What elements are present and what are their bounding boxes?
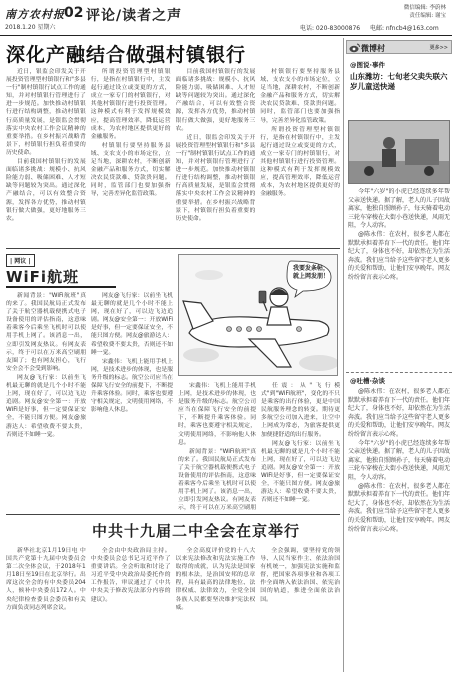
section-divider bbox=[6, 248, 340, 249]
article-paragraph: 所谓投资管理型村镇银行，是指在村镇银行中，主发起行通过设立或变更的方式，成立一家专门的村镇银行，对其他村镇银行进行投资管理。这种模式有利于发挥规模效应，提高管理效率，降低运营成本，为农村地区提供更好的金融服务。 bbox=[90, 69, 171, 140]
wifi-column bbox=[178, 382, 256, 512]
wifi-headline: WiFi航班 bbox=[6, 268, 80, 286]
article-column bbox=[176, 68, 256, 242]
news-photo bbox=[348, 120, 450, 184]
sidebar-story-title: 山东潍坊：七旬老父卖失联六岁儿童送快递 bbox=[350, 72, 448, 91]
article-paragraph: 所谓投资管理型村镇银行，是指在村镇银行中，主发起行通过设立或变更的方式，成立一家专门的村镇银行，对其他村镇银行进行投资管理。这种模式有利于发挥规模效应，提高管理效率，降低运营成本，为农村地区提供更好的金融服务。 bbox=[260, 126, 340, 198]
email-address: 电邮: nfncb4@163.com bbox=[369, 25, 439, 32]
sidebar-paragraph: @陈永伟：在农村，很多老人都在默默承担着养育下一代的责任。他们年纪大了，身体也不好，却依然在为生活奔波。我们应当给予这些留守老人更多的关爱和帮助，让他们安享晚年。网友纷纷留言表示心疼。 bbox=[348, 388, 450, 438]
news-column bbox=[91, 547, 171, 669]
news-column bbox=[6, 547, 86, 669]
wifi-column bbox=[261, 382, 340, 512]
editor-line-1: 微信编辑: 李蔚林 bbox=[403, 5, 446, 11]
news-paragraph: 全会由中央政治局主持。中央委员会总书记习近平作了重要讲话。全会听取和讨论了习近平受中央政治局委托作的工作报告，审议通过了《中共中央关于修改宪法部分内容的建议》。 bbox=[90, 548, 171, 603]
wifi-paragraph: 新闻背景："WiFi航班"真的来了。我国民航局正式发布了关于航空器机载便携式电子设备使用的评估指南，这意味着乘客今后乘坐飞机时可以使用手机上网了。该消息一出，立即引发网友热议。有网友表示，终于可以在万米高空刷朋友圈了；也有网友担心，飞行安全会不会受到影响。 bbox=[6, 293, 86, 372]
news-headline: 中共十九届二中全会在京举行 bbox=[91, 522, 300, 540]
section-tag: | 网议 | bbox=[6, 254, 35, 267]
more-link[interactable]: 更多>> bbox=[429, 45, 448, 51]
main-headline: 深化产融结合做强村镇银行 bbox=[6, 44, 247, 66]
main-article bbox=[6, 68, 340, 242]
article-paragraph: 村镇银行要坚持服务县域、支农支小的市场定位，立足当地，深耕农村，不断创新金融产品和服务方式，切实解决农民贷款难、贷款贵问题。同时，监管部门也要加强指导，完善差异化监管政策。 bbox=[90, 142, 171, 198]
issue-date: 2018.1.20 星期六 bbox=[5, 24, 56, 31]
news-photo-image bbox=[349, 121, 450, 184]
wifi-paragraph: 宋鑫伟：飞机上能用手机上网，是技术进步的体现，也是服务升级的标志。航空公司应当在保障飞行安全的前提下，不断提升乘客体验。同时，乘客也要遵守相关规定，文明使用网络，不影响他人休息。 bbox=[178, 383, 256, 446]
article-column bbox=[260, 68, 340, 242]
newspaper-logo: 南方农村报 bbox=[5, 8, 65, 21]
sidebar-paragraph: @陈永伟：在农村，很多老人都在默默承担着养育下一代的责任。他们年纪大了，身体也不好，却依然在为生活奔波。我们应当给予这些留守老人更多的关爱和帮助，让他们安享晚年。网友纷纷留言表示心疼。 bbox=[348, 482, 450, 533]
speech-bubble-text: 我要发条帖，就上网发朋！ bbox=[292, 265, 329, 280]
wifi-paragraph: 网友@飞行家：以前坐飞机最无聊的就是几个小时不能上网，现在好了，可以边飞边追剧。网友@安全第一：开放WiFi是好事，但一定要保证安全，不能只图方便。网友@旅游达人：希望收费不要太贵，否则还不如睡一觉。 bbox=[91, 293, 173, 356]
sidebar-paragraph: 今年"六岁"的小虎已经连续多年帮父亲送快递。据了解，老人的儿子因故离家，他独自照顾孙子，每天骑着电动三轮车穿梭在大街小巷送快递，风雨无阻，令人动容。 bbox=[348, 188, 450, 230]
article-paragraph: 近日，银监会印发关于开展投资管理型村镇银行和"多县一行"制村镇银行试点工作的通知，并对村镇银行管理进行了进一步规范。加快推动村镇银行进行结构调整，推动村镇银行高质量发展，是银监会贯彻落实中央农村工作会议精神的重要举措。在乡村振兴战略背景下，村镇银行担负着重要的历史使命。 bbox=[175, 134, 256, 222]
wifi-column bbox=[6, 292, 86, 512]
article-paragraph: 村镇银行要坚持服务县域、支农支小的市场定位，立足当地，深耕农村，不断创新金融产品和服务方式，切实解决农民贷款难、贷款贵问题。同时，监管部门也要加强指导，完善差异化监管政策。 bbox=[260, 69, 340, 124]
sidebar-category-label: @吐槽·杂谈 bbox=[350, 377, 385, 385]
news-column bbox=[260, 547, 340, 669]
wifi-paragraph: 网友@飞行家：以前坐飞机最无聊的就是几个小时不能上网，现在好了，可以边飞边追剧。网友@安全第一：开放WiFi是好事，但一定要保证安全，不能只图方便。网友@旅游达人：希望收费不要太贵，否则还不如睡一觉。 bbox=[6, 374, 86, 438]
weibo-icon bbox=[349, 43, 360, 55]
weibo-sidebar bbox=[346, 36, 452, 674]
article-column bbox=[91, 68, 171, 242]
wifi-paragraph: 新闻背景："WiFi航班"真的来了。我国民航局正式发布了关于航空器机载便携式电子设备使用的评估指南，这意味着乘客今后乘坐飞机时可以使用手机上网了。该消息一出，立即引发网友热议。有网友表示，终于可以在万米高空刷朋 bbox=[178, 448, 256, 512]
section-title: 评论/读者之声 bbox=[86, 8, 183, 24]
article-paragraph: 近日，银监会印发关于开展投资管理型村镇银行和"多县一行"制村镇银行试点工作的通知，并对村镇银行管理进行了进一步规范。加快推动村镇银行进行结构调整，推动村镇银行高质量发展，是银监会贯彻落实中央农村工作会议精神的重要举措。在乡村振兴战略背景下，村镇银行担负着重要的历史使命。 bbox=[6, 69, 86, 156]
section-divider bbox=[6, 514, 340, 515]
news-paragraph: 全会强调，要坚持党的领导、人民当家作主、依法治国有机统一，加强宪法实施和监督，把国家各项事业和各项工作全面纳入依法治国、依宪治国的轨道，推进全面依法治国。 bbox=[260, 548, 340, 603]
wifi-paragraph: 宋鑫伟：飞机上能用手机上网，是技术进步的体现，也是服务升级的标志。航空公司应当在保障飞行安全的前提下，不断提升乘客体验。同时，乘客也要遵守相关规定，文明使用网络，不影响他人休息。 bbox=[91, 358, 173, 414]
weibo-header bbox=[346, 40, 452, 54]
wifi-paragraph: 网友@飞行家：以前坐飞机最无聊的就是几个小时不能上网，现在好了，可以边飞边追剧。网友@安全第一：开放WiFi是好事，但一定要保证安全，不能只图方便。网友@旅游达人：希望收费不要太贵，否则还不如睡一觉。 bbox=[261, 440, 340, 504]
article-column bbox=[6, 68, 86, 242]
sidebar-category-label: @图说·事件 bbox=[350, 61, 385, 69]
page-number: 02 bbox=[64, 5, 84, 21]
sidebar-divider bbox=[346, 372, 452, 373]
article-paragraph: 目前我国村镇银行的发展面临诸多挑战：规模小、抗风险能力弱、吸储困难、人才短缺等问题较为突出。通过深化产融结合，可以有效整合资源，发挥各方优势，推动村镇银行做大做强，更好地服务三农。 bbox=[6, 159, 86, 222]
sidebar-separator bbox=[343, 38, 344, 672]
article-paragraph: 目前我国村镇银行的发展面临诸多挑战：规模小、抗风险能力弱、吸储困难、人才短缺等问题较为突出。通过深化产融结合，可以有效整合资源，发挥各方优势，推动村镇银行做大做强，更好地服务三农。 bbox=[175, 69, 256, 132]
phone-number: 电话: 020-83000876 bbox=[300, 25, 361, 32]
editor-line-2: 责任编辑: 谢宝 bbox=[409, 13, 446, 19]
news-paragraph: 全会高度评价党的十八大以来宪法修改和宪法实施工作取得的成就，认为宪法是国家的根本法，是治国安邦的总章程，具有最高的法律地位、法律权威、法律效力，全党全国各族人民都要坚决维护宪法权威。 bbox=[175, 548, 256, 611]
contact-info bbox=[300, 23, 439, 32]
sidebar-paragraph: 今年"六岁"的小虎已经连续多年帮父亲送快递。据了解，老人的儿子因故离家，他独自照顾孙子，每天骑着电动三轮车穿梭在大街小巷送快递，风雨无阻，令人动容。 bbox=[348, 439, 450, 481]
airplane-cartoon bbox=[178, 254, 338, 376]
news-column bbox=[176, 547, 256, 669]
headline-underline bbox=[6, 286, 116, 288]
masthead bbox=[0, 0, 452, 36]
wifi-paragraph: 任震：从"飞行模式"到"WiFi航班"，变化的不只是乘客的出行体验，更是中国民航服务理念的转变。期待更多航空公司加入进来，让空中上网成为常态，为旅客提供更加便捷舒适的出行服务。 bbox=[261, 383, 340, 438]
editor-credits bbox=[404, 4, 446, 20]
sidebar-story-text bbox=[348, 188, 450, 368]
wifi-column bbox=[91, 292, 173, 512]
sidebar-story-text bbox=[348, 388, 450, 670]
news-paragraph: 新华社北京1月19日电 中国共产党第十九届中央委员会第二次全体会议，于2018年1月18日至19日在北京举行。出席这次全会的有中央委员204人，候补中央委员172人。中央纪律检查委员会委员和有关方面负责同志列席会议。 bbox=[6, 548, 86, 611]
news-article bbox=[6, 547, 340, 669]
sidebar-paragraph: @陈永伟：在农村，很多老人都在默默承担着养育下一代的责任。他们年纪大了，身体也不好，却依然在为生活奔波。我们应当给予这些留守老人更多的关爱和帮助，让他们安享晚年。网友纷纷留言表示心疼。 bbox=[348, 230, 450, 281]
weibo-title: 微博村 bbox=[361, 44, 385, 53]
